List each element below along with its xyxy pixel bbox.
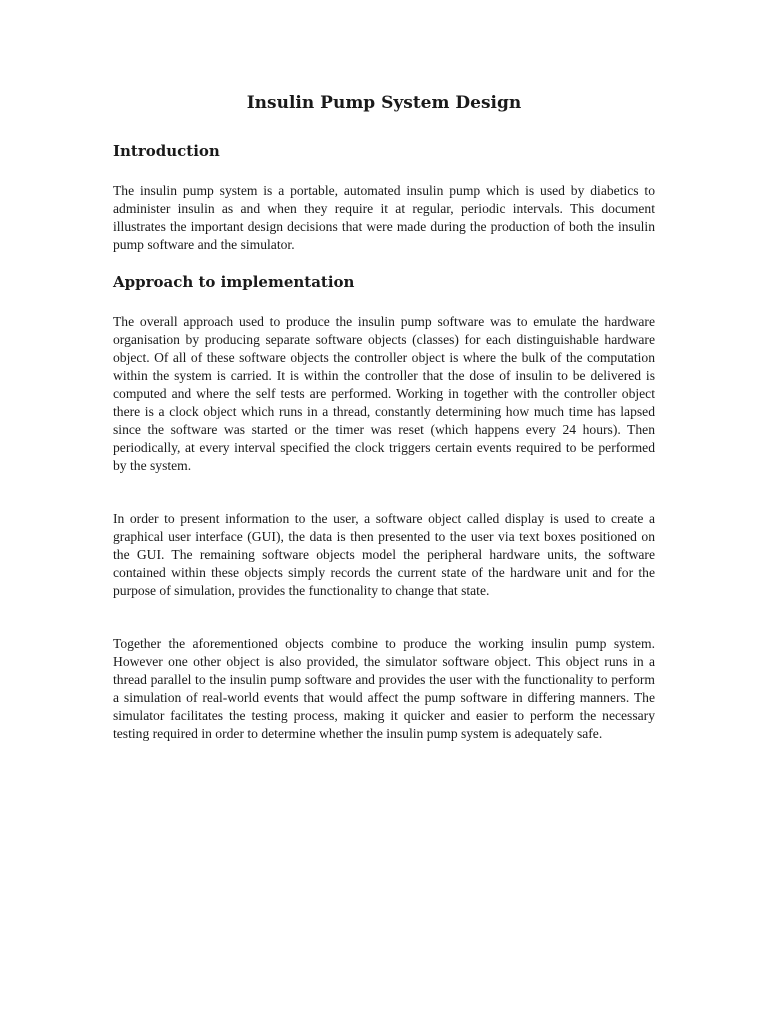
approach-paragraph-2: In order to present information to the user, a software object called display is used to create a graphical user interface (GUI), the data is then presented to the user via text boxes positioned on the GUI. The remaining software objects model the peripheral hardware units, the software contained within these objects simply records the current state of the hardware unit and for the purpose of simulation, provides the functionality to change that state. — [113, 511, 655, 598]
document-title: Insulin Pump System Design — [246, 93, 522, 113]
approach-paragraph-3: Together the aforementioned objects combine to produce the working insulin pump system. However one other object is also provided, the simulator software object. This object runs in a thread parallel to the insulin pump software and provides the user with the functionality to perform a simulation of real-world events that would affect the pump software in differing manners. The simulator facilitates the testing process, making it quicker and easier to perform the necessary testing required in order to determine whether the insulin pump system is adequately safe. — [113, 636, 655, 741]
section-heading-approach: Approach to implementation — [113, 273, 355, 291]
approach-paragraph-1: The overall approach used to produce the insulin pump software was to emulate the hardware organisation by producing separate software objects (classes) for each distinguishable hardware object. Of all of these software objects the controller object is where the bulk of the computation within the system is carried. It is within the controller that the dose of insulin to be delivered is computed and where the self tests are performed. Working in together with the controller object there is a clock object which runs in a thread, constantly determining how much time has lapsed since the software was started or the timer was reset (which happens every 24 hours). Then periodically, at every interval specified the clock triggers certain events required to be performed by the system. — [113, 314, 655, 473]
introduction-paragraph: The insulin pump system is a portable, automated insulin pump which is used by diabetics to administer insulin as and when they require it at regular, periodic intervals. This document illustrates the important design decisions that were made during the production of both the insulin pump software and the simulator. — [113, 183, 655, 252]
section-heading-introduction: Introduction — [113, 142, 220, 160]
